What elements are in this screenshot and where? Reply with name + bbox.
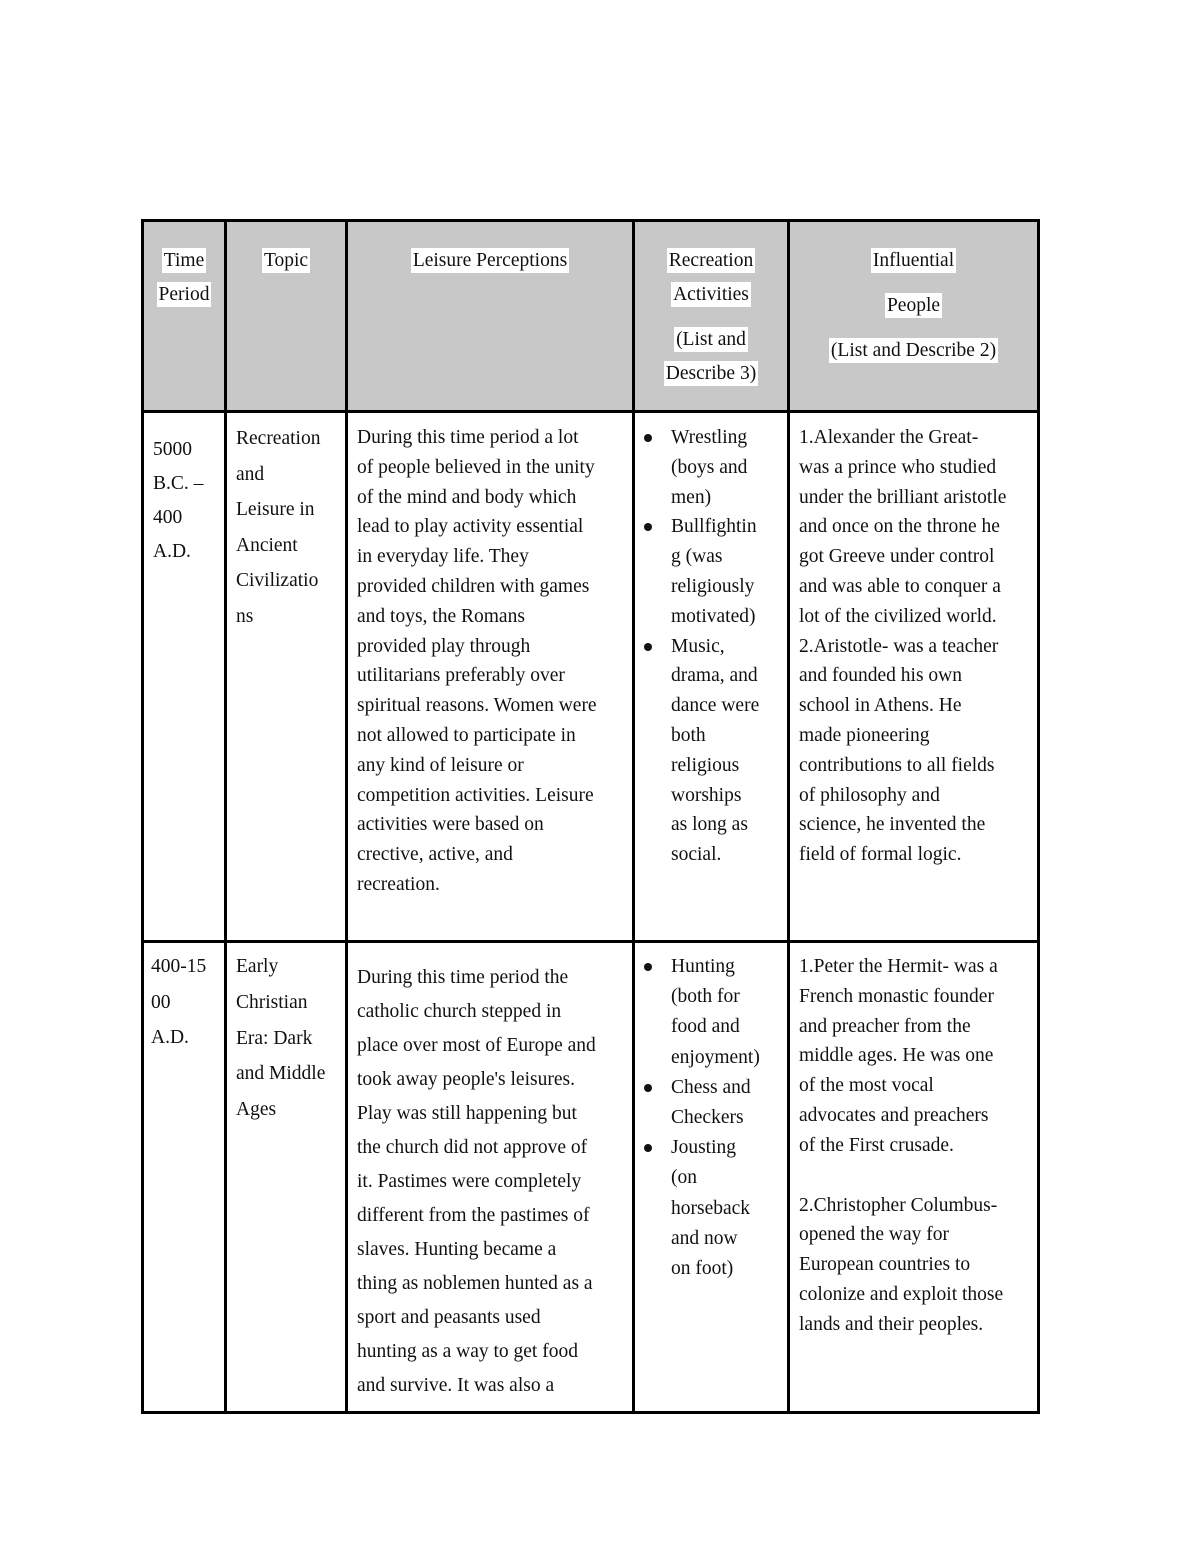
bullet-icon xyxy=(644,963,652,971)
bullet-icon xyxy=(644,643,652,651)
period-cell: 400-15 00 A.D. xyxy=(143,942,226,1413)
activities-cell xyxy=(634,412,789,942)
bullet-icon xyxy=(644,523,652,531)
header-recreation-activities: Recreation Activities (List and Describe 3) xyxy=(634,221,789,412)
bullet-icon xyxy=(644,1144,652,1152)
header-topic: Topic xyxy=(226,221,347,412)
list-item: Wrestling (boys and men) xyxy=(635,423,779,512)
perception-cell: During this time period the catholic church stepped in place over most of Europe and took away people's leisures. Play was still happening but the church did not approve of it. Pastimes were completely different from the pastimes of slaves. Hunting became a thing as noblemen hunted as a sport and peasants used hunting as a way to get food and survive. It was also a xyxy=(347,942,634,1413)
list-item: Chess and Checkers xyxy=(635,1073,779,1133)
header-time-period: Time Period xyxy=(143,221,226,412)
people-paragraph-2: 2.Christopher Columbus- opened the way for European countries to colonize and exploit those lands and their peoples. xyxy=(799,1194,1004,1335)
list-item: Hunting (both for food and enjoyment) xyxy=(635,952,779,1073)
table-row xyxy=(143,412,1039,942)
topic-cell: Early Christian Era: Dark and Middle Ages xyxy=(226,942,347,1413)
period-cell: 5000 B.C. – 400 A.D. xyxy=(143,412,226,942)
header-leisure-perceptions: Leisure Perceptions xyxy=(347,221,634,412)
bullet-icon xyxy=(644,1084,652,1092)
history-table xyxy=(141,219,1040,1414)
people-cell xyxy=(789,942,1039,1413)
activities-list xyxy=(635,952,779,1284)
header-influential-people: Influential People (List and Describe 2) xyxy=(789,221,1039,412)
bullet-icon xyxy=(644,434,652,442)
activities-list xyxy=(635,423,779,870)
list-item: Bullfightin g (was religiously motivated) xyxy=(635,512,779,631)
people-paragraph-1: 1.Peter the Hermit- was a French monastic founder and preacher from the middle ages. He was one of the most vocal advocates and preachers of the First crusade. xyxy=(799,956,998,1156)
list-item: Jousting (on horseback and now on foot) xyxy=(635,1133,779,1284)
activities-cell xyxy=(634,942,789,1413)
list-item: Music, drama, and dance were both religious worships as long as social. xyxy=(635,632,779,870)
header-row xyxy=(143,221,1039,412)
perception-cell: During this time period a lot of people believed in the unity of the mind and body which lead to play activity essential in everyday life. They provided children with games and toys, the Romans provided play through utilitarians preferably over spiritual reasons. Women were not allowed to participate in any kind of leisure or competition activities. Leisure activities were based on crective, active, and recreation. xyxy=(347,412,634,942)
table-row xyxy=(143,942,1039,1413)
people-cell: 1.Alexander the Great- was a prince who studied under the brilliant aristotle and once on the throne he got Greeve under control and was able to conquer a lot of the civilized world. 2.Aristotle- was a teacher and founded his own school in Athens. He made pioneering contributions to all fields of philosophy and science, he invented the field of formal logic. xyxy=(789,412,1039,942)
topic-cell: Recreation and Leisure in Ancient Civilizatio ns xyxy=(226,412,347,942)
